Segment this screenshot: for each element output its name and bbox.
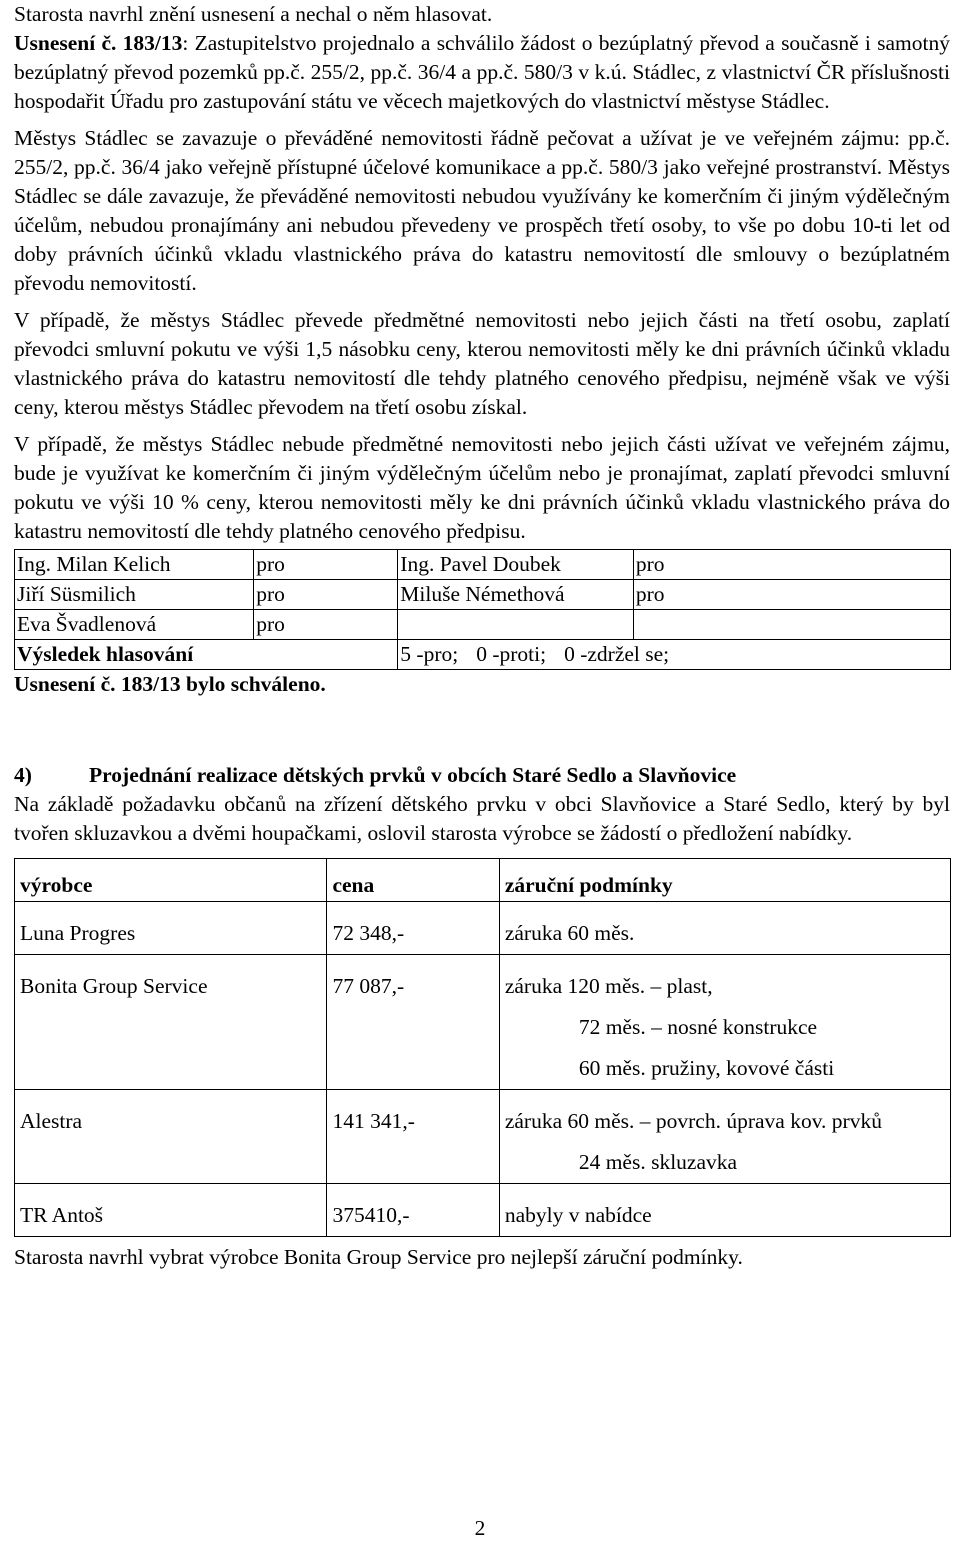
offer-vyrobce	[15, 902, 327, 955]
resolution-text: : Zastupitelstvo projednalo a schválilo žádost o bezúplatný převod a současně i samotný bezúplatný převod pozemků pp.č. 255/2, pp.č. 36/4 a pp.č. 580/3 v k.ú. Stádlec, z vlastnictví ČR příslušnosti hospodařit Úřadu pro zastupování státu ve věcech majetkových do vlastnictví městyse Stádlec.	[14, 31, 951, 113]
offer-vyrobce-text: Bonita Group Service	[20, 974, 208, 998]
offer-zaruka-line: 24 měs. skluzavka	[578, 1150, 738, 1174]
member-vote: pro	[633, 580, 950, 610]
member-vote: pro	[633, 550, 950, 580]
commitment-paragraph: Městys Stádlec se zavazuje o převáděné nemovitosti řádně pečovat a užívat je ve veřejném zájmu: pp.č. 255/2, pp.č. 36/4 jako veřejně přístupné účelové komunikace a pp.č. 580/3 jako veřejné prostranství. Městys Stádlec se dále zavazuje, že převáděné nemovitosti nebudou využívány ke komerčním či jiným výdělečným účelům, nebudou pronajímány ani nebudou převedeny ve prospěch třetí osoby, to vše po dobu 10-ti let od doby právních účinků vkladu vlastnického práva do katastru nemovitostí dle smlouvy o bezúplatném převodu nemovitostí.	[14, 126, 950, 295]
offer-cena-text: 375410,-	[332, 1203, 410, 1227]
offers-header-row	[15, 859, 951, 902]
offer-zaruka-line: nabyly v nabídce	[504, 1203, 652, 1227]
vote-zdrzel-count: 0 -zdržel se;	[564, 642, 670, 666]
offer-cena	[327, 902, 499, 955]
voting-table	[14, 549, 951, 670]
section-heading	[14, 761, 950, 790]
approval-statement: Usnesení č. 183/13 bylo schváleno.	[14, 672, 326, 696]
offer-cena-text: 72 348,-	[332, 921, 405, 945]
vote-result-values	[398, 640, 951, 670]
vote-result-label: Výsledek hlasování	[15, 640, 398, 670]
offer-zaruka	[499, 902, 950, 955]
offer-zaruka-line: 72 měs. – nosné konstrukce	[578, 1015, 818, 1039]
offer-row	[15, 1184, 951, 1237]
offer-zaruka-line: záruka 120 měs. – plast,	[504, 974, 713, 998]
vote-proti-count: 0 -proti;	[476, 642, 547, 666]
offer-zaruka-line: záruka 60 měs. – povrch. úprava kov. prvků	[504, 1109, 882, 1133]
intro-line: Starosta navrhl znění usnesení a nechal o něm hlasovat.	[14, 2, 493, 26]
offer-vyrobce	[15, 1090, 327, 1184]
member-vote: pro	[254, 610, 398, 640]
closing-statement: Starosta navrhl vybrat výrobce Bonita Group Service pro nejlepší záruční podmínky.	[14, 1245, 743, 1269]
member-name	[398, 610, 634, 640]
member-vote	[633, 610, 950, 640]
offer-zaruka-line: záruka 60 měs.	[504, 921, 635, 945]
usage-penalty-paragraph: V případě, že městys Stádlec nebude předmětné nemovitosti nebo jejich části užívat ve veřejném zájmu, bude je využívat ke komerčním či jiným výdělečným účelům nebo je pronajímat, zaplatí převodci smluvní pokutu ve výši 10 % ceny, kterou nemovitosti měly ke dni právních účinků vkladu vlastnického práva do katastru nemovitostí dle tehdy platného cenového předpisu.	[14, 432, 950, 543]
resolution-number: 183/13	[122, 31, 183, 55]
member-name: Miluše Némethová	[398, 580, 634, 610]
offer-row	[15, 1090, 951, 1184]
offer-vyrobce-text: Alestra	[20, 1109, 83, 1133]
member-vote: pro	[254, 580, 398, 610]
section-number: 4)	[14, 763, 32, 787]
member-name: Eva Švadlenová	[15, 610, 254, 640]
header-vyrobce: výrobce	[15, 859, 327, 902]
section-text: Na základě požadavku občanů na zřízení dětského prvku v obci Slavňovice a Staré Sedlo, který by byl tvořen skluzavkou a dvěmi houpačkami, oslovil starosta výrobce se žádostí o předložení nabídky.	[14, 792, 950, 845]
page-number: 2	[474, 1516, 486, 1540]
resolution-paragraph	[14, 29, 950, 116]
vote-row	[15, 610, 951, 640]
vote-pro-count: 5 -pro;	[400, 642, 459, 666]
section-title: Projednání realizace dětských prvků v obcích Staré Sedlo a Slavňovice	[89, 763, 737, 787]
offer-zaruka	[499, 1184, 950, 1237]
offer-vyrobce	[15, 955, 327, 1090]
offer-zaruka-line: 60 měs. pružiny, kovové části	[578, 1056, 835, 1080]
offer-vyrobce-text: Luna Progres	[20, 921, 136, 945]
offer-row	[15, 955, 951, 1090]
offer-vyrobce	[15, 1184, 327, 1237]
member-name: Ing. Pavel Doubek	[398, 550, 634, 580]
offer-cena	[327, 1184, 499, 1237]
offer-vyrobce-text: TR Antoš	[20, 1203, 104, 1227]
header-zaruka: záruční podmínky	[499, 859, 950, 902]
offer-cena	[327, 1090, 499, 1184]
vote-result-row	[15, 640, 951, 670]
document-page	[14, 0, 950, 1272]
offer-cena-text: 141 341,-	[332, 1109, 415, 1133]
header-cena: cena	[327, 859, 499, 902]
vote-row	[15, 550, 951, 580]
offers-table	[14, 858, 951, 1237]
member-vote: pro	[254, 550, 398, 580]
offer-zaruka	[499, 955, 950, 1090]
transfer-penalty-paragraph: V případě, že městys Stádlec převede předmětné nemovitosti nebo jejich části na třetí osobu, zaplatí převodci smluvní pokutu ve výši 1,5 násobku ceny, kterou nemovitosti měly ke dni právních účinků vkladu vlastnického práva do katastru nemovitostí dle tehdy platného cenového předpisu, nejméně však ve výši ceny, kterou městys Stádlec převodem na třetí osobu získal.	[14, 308, 950, 419]
member-name: Jiří Süsmilich	[15, 580, 254, 610]
offer-cena	[327, 955, 499, 1090]
offer-zaruka	[499, 1090, 950, 1184]
offer-cena-text: 77 087,-	[332, 974, 405, 998]
vote-row	[15, 580, 951, 610]
offer-row	[15, 902, 951, 955]
resolution-label: Usnesení č.	[14, 31, 117, 55]
member-name: Ing. Milan Kelich	[15, 550, 254, 580]
